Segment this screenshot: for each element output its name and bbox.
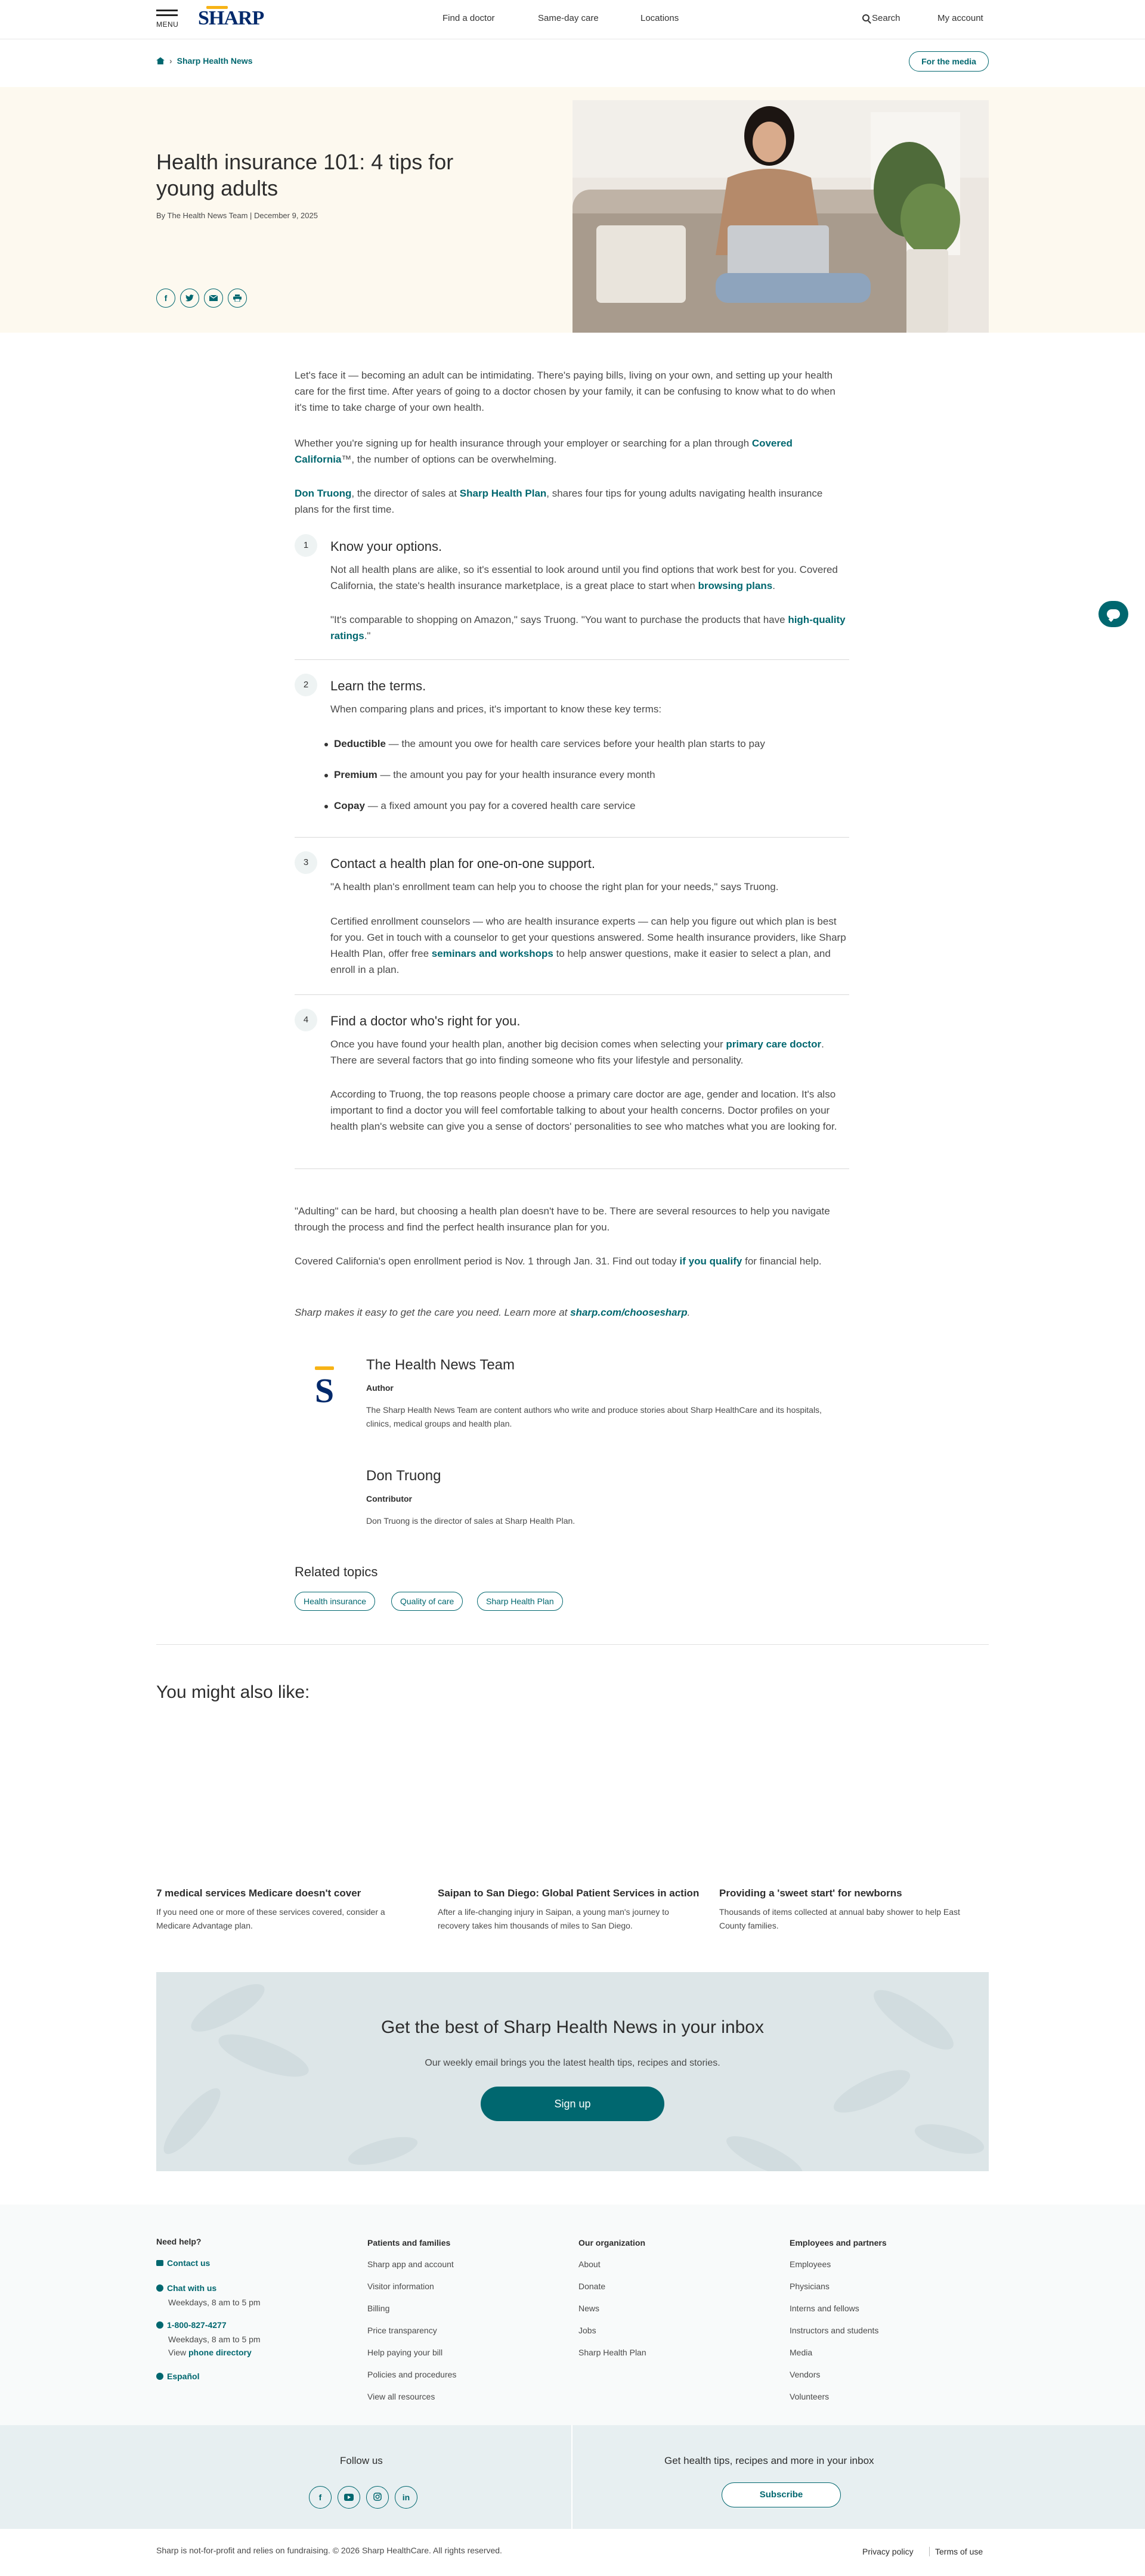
tip-1-quote: "It's comparable to shopping on Amazon," says Truong. "You want to purchase the products that have xyxy=(330,614,788,625)
hamburger-icon xyxy=(156,10,178,11)
follow-us-heading: Follow us xyxy=(340,2455,383,2466)
tip-heading: Contact a health plan for one-on-one support. xyxy=(330,856,595,871)
intro-2-text-end: ™, the number of options can be overwhelming. xyxy=(341,454,557,465)
our-organization-heading: Our organization xyxy=(578,2238,645,2248)
author-role: Author xyxy=(366,1383,394,1393)
footer-link[interactable]: Interns and fellows xyxy=(790,2304,859,2313)
intro-3-text-end: , shares four tips for young adults navigating health insurance plans for the first time. xyxy=(295,488,823,515)
tip-paragraph: According to Truong, the top reasons people choose a primary care doctor are age, gender and location. It's also important to find a doctor you will feel comfortable talking to about your health concerns. Doctor profiles on your health plan's website can give you a sense of doctors' personalities to see who matches what you are looking for. xyxy=(330,1089,837,1132)
tip-paragraph: When comparing plans and prices, it's important to know these key terms: xyxy=(330,703,662,715)
tip-paragraph xyxy=(330,913,849,978)
tip-1-quote-end: ." xyxy=(364,630,371,641)
closing-3-text-end: . xyxy=(687,1307,691,1318)
nav-locations[interactable]: Locations xyxy=(640,13,679,23)
nav-find-a-doctor[interactable]: Find a doctor xyxy=(442,13,495,23)
intro-paragraph-3 xyxy=(295,485,849,517)
divider xyxy=(295,837,849,838)
footer-link[interactable]: Help paying your bill xyxy=(367,2348,443,2357)
linkedin-icon[interactable]: in xyxy=(395,2486,417,2509)
sharp-s-logo xyxy=(312,1366,336,1408)
also-like-heading: You might also like: xyxy=(156,1682,310,1702)
covered-california-link[interactable]: Covered California xyxy=(295,438,793,465)
chevron-right-icon: › xyxy=(169,56,172,66)
footer-link[interactable]: Visitor information xyxy=(367,2281,434,2291)
chat-bubble-icon xyxy=(156,2284,163,2292)
youtube-icon[interactable] xyxy=(338,2486,360,2509)
card-title[interactable]: 7 medical services Medicare doesn't cover xyxy=(156,1887,361,1899)
footer-link[interactable]: Price transparency xyxy=(367,2326,437,2335)
section-divider xyxy=(156,1644,989,1645)
card-description: Thousands of items collected at annual baby shower to help East County families. xyxy=(719,1907,960,1930)
band-divider xyxy=(571,2425,572,2529)
footer-link[interactable]: Volunteers xyxy=(790,2392,830,2401)
intro-paragraph-1: Let's face it — becoming an adult can be intimidating. There's paying bills, living on your own, and setting up your health care for the first time. After years of going to a doctor chosen by your family, it can be confusing to know what to do when it's time to take charge of your own health. xyxy=(295,370,835,413)
footer-link[interactable]: Policies and procedures xyxy=(367,2370,457,2379)
phone-link[interactable] xyxy=(156,2320,227,2330)
chat-hours: Weekdays, 8 am to 5 pm xyxy=(168,2298,261,2307)
svg-text:S: S xyxy=(314,1371,335,1408)
footer-link[interactable]: Vendors xyxy=(790,2370,821,2379)
tip-number: 3 xyxy=(295,851,317,874)
author-role: Contributor xyxy=(366,1494,412,1504)
footer-link[interactable]: Donate xyxy=(578,2281,606,2291)
tip-4-text: Once you have found your health plan, another big decision comes when selecting your xyxy=(330,1039,726,1050)
breadcrumb-sharp-health-news[interactable]: Sharp Health News xyxy=(177,56,253,66)
list-item xyxy=(334,769,655,781)
list-item xyxy=(334,738,765,750)
espanol-label: Español xyxy=(167,2372,200,2381)
seminars-and-workshops-link[interactable]: seminars and workshops xyxy=(431,948,553,959)
article-title: Health insurance 101: 4 tips for young adults xyxy=(156,150,454,200)
legal-bar xyxy=(0,2529,1145,2576)
site-footer xyxy=(0,2205,1145,2425)
email-icon[interactable] xyxy=(204,289,223,308)
card-description: After a life-changing injury in Saipan, a young man's journey to recovery takes him thousands of miles to San Diego. xyxy=(438,1907,669,1930)
related-topics-heading: Related topics xyxy=(295,1564,378,1579)
footer-link[interactable]: News xyxy=(578,2304,600,2313)
hamburger-icon-bar xyxy=(156,14,178,16)
tip-4-text-end: . There are several factors that go into finding someone who fits your lifestyle and personality. xyxy=(330,1039,824,1066)
primary-care-doctor-link[interactable]: primary care doctor xyxy=(726,1039,822,1050)
for-the-media-button[interactable]: For the media xyxy=(909,51,989,72)
closing-paragraph-1: "Adulting" can be hard, but choosing a health plan doesn't have to be. There are several resources to help you navigate through the process and find the perfect health insurance plan for you. xyxy=(295,1205,830,1233)
high-quality-ratings-link[interactable]: high-quality ratings xyxy=(330,614,846,641)
footer-link[interactable]: View all resources xyxy=(367,2392,435,2401)
tip-3-text: Certified enrollment counselors — who are health insurance experts — can help you figure out which plan is best for you. Get in touch with a counselor to get your questions answered. Some health insurance providers, like Sharp Health Plan, offer free xyxy=(330,916,846,959)
tip-1-text-end: . xyxy=(772,580,775,591)
article-byline: By The Health News Team | December 9, 2025 xyxy=(156,211,318,220)
privacy-policy-link[interactable]: Privacy policy xyxy=(862,2547,914,2556)
author-name: Don Truong xyxy=(366,1468,441,1484)
site-header xyxy=(0,0,1145,39)
browsing-plans-link[interactable]: browsing plans xyxy=(698,580,773,591)
facebook-icon[interactable]: f xyxy=(156,289,175,308)
don-truong-link[interactable]: Don Truong xyxy=(295,488,352,499)
phone-directory-line xyxy=(168,2348,252,2357)
footer-link[interactable]: Billing xyxy=(367,2304,390,2313)
leaf-pattern-decoration xyxy=(156,1972,989,2171)
newsletter-signup xyxy=(156,1972,989,2171)
chat-with-us-label: Chat with us xyxy=(167,2283,217,2293)
contact-us-label: Contact us xyxy=(167,2258,211,2268)
espanol-link[interactable] xyxy=(156,2372,199,2381)
sign-up-button[interactable]: Sign up xyxy=(481,2087,664,2121)
intro-3-text: , the director of sales at xyxy=(351,488,460,499)
intro-2-text: Whether you're signing up for health insurance through your employer or searching for a plan through xyxy=(295,438,752,449)
phone-hours: Weekdays, 8 am to 5 pm xyxy=(168,2335,261,2344)
tip-paragraph xyxy=(330,562,849,594)
menu-button[interactable] xyxy=(156,10,180,31)
divider xyxy=(295,659,849,660)
tip-1-text: Not all health plans are alike, so it's essential to look around until you find options that work best for you. Covered California, the state's health insurance marketplace, is a great place to start when xyxy=(330,564,838,591)
chat-button[interactable] xyxy=(1098,601,1128,627)
tip-number: 4 xyxy=(295,1009,317,1031)
topic-chip-health-insurance[interactable]: Health insurance xyxy=(295,1592,375,1611)
closing-2-text: Covered California's open enrollment period is Nov. 1 through Jan. 31. Find out today xyxy=(295,1256,680,1267)
health-tips-heading: Get health tips, recipes and more in your inbox xyxy=(664,2455,874,2466)
card-description: If you need one or more of these services covered, consider a Medicare Advantage plan. xyxy=(156,1907,385,1930)
sharp-health-plan-link[interactable]: Sharp Health Plan xyxy=(459,488,547,499)
terms-of-use-link[interactable]: Terms of use xyxy=(935,2547,983,2556)
share-buttons xyxy=(156,289,247,308)
search-button[interactable] xyxy=(862,13,900,23)
nav-same-day-care[interactable]: Same-day care xyxy=(538,13,599,23)
view-label: View xyxy=(168,2348,188,2357)
search-icon xyxy=(862,14,869,21)
term: Premium xyxy=(334,769,377,780)
topic-chip-sharp-health-plan[interactable]: Sharp Health Plan xyxy=(477,1592,563,1611)
breadcrumb xyxy=(156,56,253,66)
divider xyxy=(295,1168,849,1169)
definition: — the amount you owe for health care services before your health plan starts to pay xyxy=(385,738,765,749)
footer-link[interactable]: About xyxy=(578,2259,601,2269)
sharp-logo[interactable]: SHARP xyxy=(198,7,264,29)
footer-link[interactable]: Media xyxy=(790,2348,813,2357)
home-icon[interactable] xyxy=(156,57,165,64)
footer-link[interactable]: Employees xyxy=(790,2259,831,2269)
footer-link[interactable]: Jobs xyxy=(578,2326,596,2335)
phone-number: 1-800-827-4277 xyxy=(167,2320,227,2330)
facebook-icon[interactable]: f xyxy=(309,2486,332,2509)
globe-icon xyxy=(156,2373,163,2380)
patients-and-families-heading: Patients and families xyxy=(367,2238,451,2248)
list-item xyxy=(334,800,636,812)
closing-3-text: Sharp makes it easy to get the care you need. Learn more at xyxy=(295,1307,571,1318)
tip-heading: Find a doctor who's right for you. xyxy=(330,1013,521,1028)
tip-heading: Know your options. xyxy=(330,539,442,554)
tip-heading: Learn the terms. xyxy=(330,678,426,693)
closing-2-text-end: for financial help. xyxy=(742,1256,822,1267)
definition: — the amount you pay for your health insurance every month xyxy=(377,769,655,780)
card-title[interactable]: Providing a 'sweet start' for newborns xyxy=(719,1887,902,1899)
phone-directory-link[interactable]: phone directory xyxy=(188,2348,252,2357)
term: Copay xyxy=(334,800,365,811)
twitter-icon[interactable] xyxy=(180,289,199,308)
term: Deductible xyxy=(334,738,386,749)
search-label: Search xyxy=(872,13,900,23)
legal-separator xyxy=(929,2547,930,2556)
card-title[interactable]: Saipan to San Diego: Global Patient Services in action xyxy=(438,1887,700,1899)
hero-image-woman-laptop xyxy=(572,100,989,333)
legal-text: Sharp is not-for-profit and relies on fundraising. © 2026 Sharp HealthCare. All rights reserved. xyxy=(156,2546,502,2555)
contact-us-link[interactable] xyxy=(156,2258,210,2268)
footer-link[interactable]: Instructors and students xyxy=(790,2326,879,2335)
tip-paragraph: "A health plan's enrollment team can help you to choose the right plan for your needs," says Truong. xyxy=(330,881,779,892)
closing-paragraph-2 xyxy=(295,1253,849,1269)
need-help-heading: Need help? xyxy=(156,2237,202,2246)
author-bio: The Sharp Health News Team are content authors who write and produce stories about Sharp HealthCare and its hospitals, clinics, medical groups and health plan. xyxy=(366,1405,822,1428)
choosesharp-link[interactable]: sharp.com/choosesharp xyxy=(570,1307,688,1318)
if-you-qualify-link[interactable]: if you qualify xyxy=(679,1256,742,1267)
footer-link[interactable]: Sharp app and account xyxy=(367,2259,454,2269)
topic-chip-quality-of-care[interactable]: Quality of care xyxy=(391,1592,463,1611)
author-bio: Don Truong is the director of sales at Sharp Health Plan. xyxy=(366,1516,575,1526)
phone-icon xyxy=(156,2321,163,2329)
mail-icon xyxy=(156,2260,163,2266)
print-icon[interactable] xyxy=(228,289,247,308)
tip-paragraph xyxy=(330,612,849,644)
instagram-icon[interactable] xyxy=(366,2486,389,2509)
closing-paragraph-3 xyxy=(295,1304,849,1320)
tip-3-text-end: to help answer questions, make it easier to select a plan, and enroll in a plan. xyxy=(330,948,831,975)
author-name: The Health News Team xyxy=(366,1357,515,1373)
footer-link[interactable]: Sharp Health Plan xyxy=(578,2348,646,2357)
newsletter-subtitle: Our weekly email brings you the latest health tips, recipes and stories. xyxy=(425,2058,720,2068)
chat-icon xyxy=(1107,609,1120,619)
intro-paragraph-2 xyxy=(295,435,849,467)
menu-label: MENU xyxy=(156,20,179,29)
tip-number: 2 xyxy=(295,674,317,696)
footer-social-band xyxy=(0,2425,1145,2529)
tip-paragraph xyxy=(330,1036,849,1068)
footer-link[interactable]: Physicians xyxy=(790,2281,830,2291)
chat-with-us-link[interactable] xyxy=(156,2283,216,2293)
tip-number: 1 xyxy=(295,534,317,557)
newsletter-title: Get the best of Sharp Health News in your inbox xyxy=(380,2017,764,2037)
divider xyxy=(295,994,849,995)
my-account-link[interactable]: My account xyxy=(937,13,983,23)
subscribe-button[interactable]: Subscribe xyxy=(722,2482,841,2507)
employees-and-partners-heading: Employees and partners xyxy=(790,2238,887,2248)
definition: — a fixed amount you pay for a covered health care service xyxy=(364,800,636,811)
